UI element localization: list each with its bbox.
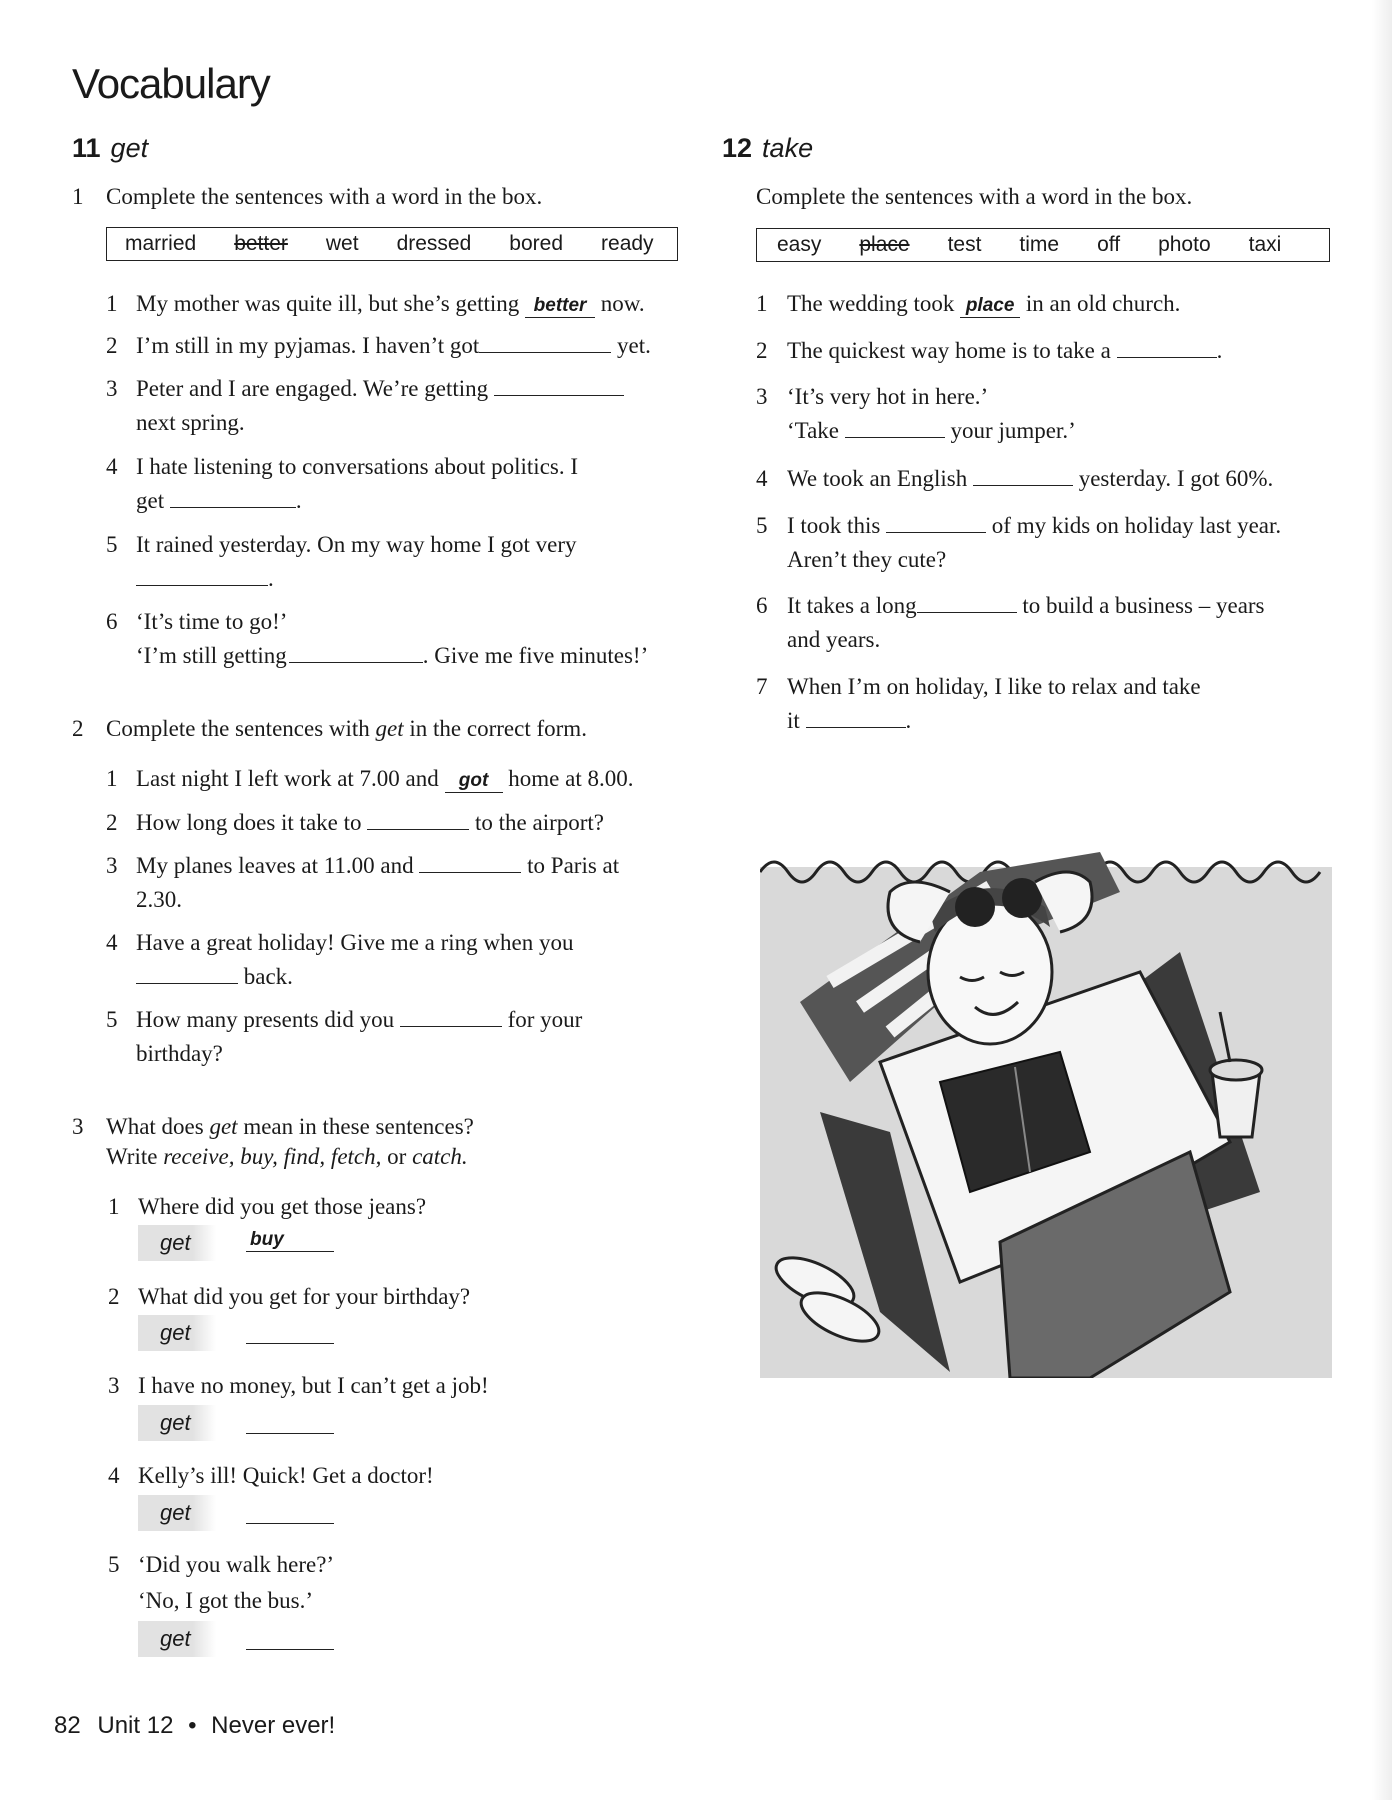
- answer-blank[interactable]: [170, 485, 296, 508]
- sec12-item-6: [787, 589, 1265, 623]
- instruction-text: What does: [106, 1114, 204, 1139]
- instruction-keyword: receive, buy, find, fetch,: [163, 1144, 382, 1169]
- item-text: The quickest way home is to take a: [787, 338, 1111, 363]
- item-text: to build a business – years: [1022, 593, 1265, 618]
- sec12-item-2: [787, 334, 1222, 368]
- answer-blank[interactable]: place: [960, 295, 1020, 318]
- item-text: What did you get for your birthday?: [138, 1284, 471, 1309]
- section-11-heading: [72, 133, 148, 164]
- item-text: My planes leaves at 11.00 and: [136, 853, 414, 878]
- item-number: 1: [108, 1194, 120, 1219]
- item-text: for your: [507, 1007, 583, 1032]
- section-12-number: 12: [722, 133, 753, 163]
- item-text: ‘I’m still getting: [136, 643, 287, 668]
- box-word: dressed: [396, 232, 472, 255]
- item-number: 2: [106, 333, 118, 358]
- answer-blank[interactable]: [1117, 335, 1217, 358]
- box-word: photo: [1158, 233, 1211, 256]
- instruction-text: Complete the sentences with: [106, 716, 370, 741]
- box-word: bored: [509, 232, 564, 255]
- section-12-heading: [722, 133, 813, 164]
- item-text: Peter and I are engaged. We’re getting: [136, 376, 489, 401]
- answer-blank[interactable]: [246, 1501, 334, 1524]
- instruction-text: or: [387, 1144, 407, 1169]
- item-text: How many presents did you: [136, 1007, 395, 1032]
- ex3-instruction-line2: [106, 1140, 468, 1174]
- item-number: 2: [756, 338, 768, 363]
- ex2-instruction: [106, 712, 587, 746]
- item-text: .: [1216, 338, 1223, 363]
- item-number: 2: [106, 810, 118, 835]
- item-number: 5: [108, 1552, 120, 1577]
- item-text: ‘Take: [787, 418, 840, 443]
- answer-blank[interactable]: [136, 563, 268, 586]
- item-text: yesterday. I got 60%.: [1078, 466, 1274, 491]
- item-text: My mother was quite ill, but she’s getting: [136, 291, 520, 316]
- ex3-instruction: [106, 1110, 474, 1144]
- item-number: 4: [106, 930, 118, 955]
- item-text: Kelly’s ill! Quick! Get a doctor!: [138, 1463, 434, 1488]
- item-number: 3: [106, 853, 118, 878]
- item-number: 3: [108, 1373, 120, 1398]
- item-number: 5: [756, 513, 768, 538]
- item-number: 1: [106, 766, 118, 791]
- instruction-keyword: get: [209, 1114, 238, 1139]
- beach-relaxing-illustration: [760, 812, 1332, 1378]
- page-footer: [54, 1712, 335, 1740]
- item-text: It rained yesterday. On my way home I got very: [136, 532, 577, 557]
- item-number: 7: [756, 674, 768, 699]
- box-word: off: [1097, 233, 1121, 256]
- get-tag: get: [138, 1225, 216, 1261]
- unit-title: Never ever!: [211, 1712, 336, 1739]
- ex1-instruction: Complete the sentences with a word in the box.: [106, 184, 543, 209]
- item-text: home at 8.00.: [508, 766, 634, 791]
- box-word: taxi: [1248, 233, 1282, 256]
- item-text: When I’m on holiday, I like to relax and take: [787, 674, 1201, 699]
- answer-blank[interactable]: [246, 1411, 334, 1434]
- instruction-keyword: catch.: [412, 1144, 468, 1169]
- item-text: I hate listening to conversations about politics. I: [136, 454, 579, 479]
- item-text: . Give me five minutes!’: [422, 643, 649, 668]
- item-text: I’m still in my pyjamas. I haven’t got: [136, 333, 480, 358]
- item-text: to the airport?: [475, 810, 605, 835]
- item-text: .: [905, 708, 912, 733]
- unit-label: Unit 12: [97, 1712, 174, 1739]
- page-edge-shadow: [1372, 0, 1392, 1800]
- ex1-item-3: [136, 372, 624, 406]
- ex2-item-3: [136, 849, 619, 883]
- box-word: test: [947, 233, 982, 256]
- item-text: your jumper.’: [950, 418, 1076, 443]
- answer-blank[interactable]: buy: [246, 1229, 334, 1252]
- get-tag: get: [138, 1495, 216, 1531]
- item-number: 6: [106, 609, 118, 634]
- ex2-item-4-line2: [136, 960, 293, 994]
- answer-blank[interactable]: [246, 1321, 334, 1344]
- item-number: 5: [106, 532, 118, 557]
- box-word-used: better: [234, 232, 288, 255]
- ex1-item-5-line2: [136, 562, 274, 596]
- item-text: to Paris at: [527, 853, 620, 878]
- answer-blank[interactable]: [246, 1627, 334, 1650]
- ex1-item-6-line2: [136, 639, 648, 673]
- answer-blank[interactable]: [479, 330, 611, 353]
- answer-blank[interactable]: [973, 463, 1073, 486]
- instruction-text: mean in these sentences?: [243, 1114, 474, 1139]
- ex2-item-5: [136, 1003, 582, 1037]
- item-number: 4: [106, 454, 118, 479]
- box-word: wet: [325, 232, 359, 255]
- item-text: Have a great holiday! Give me a ring when you: [136, 930, 574, 955]
- item-text: Aren’t they cute?: [787, 547, 947, 572]
- item-text: next spring.: [136, 410, 245, 435]
- sec12-item-1: [787, 287, 1180, 321]
- section-11-number: 11: [72, 133, 101, 163]
- item-text: ‘No, I got the bus.’: [138, 1588, 314, 1613]
- item-number: 4: [108, 1463, 120, 1488]
- answer-blank[interactable]: [289, 640, 423, 663]
- sec12-item-5: [787, 509, 1281, 543]
- ex1-item-4-line2: [136, 484, 302, 518]
- answer-blank[interactable]: [136, 961, 238, 984]
- ex3-number: 3: [72, 1114, 84, 1139]
- box-word: ready: [601, 232, 654, 255]
- answer-blank[interactable]: better: [525, 295, 595, 318]
- item-text: Where did you get those jeans?: [138, 1194, 427, 1219]
- item-text: yet.: [617, 333, 651, 358]
- answer-blank[interactable]: [845, 415, 945, 438]
- answer-blank[interactable]: [400, 1004, 502, 1027]
- item-text: The wedding took: [787, 291, 955, 316]
- answer-blank[interactable]: [419, 850, 521, 873]
- item-text: ‘It’s very hot in here.’: [787, 384, 989, 409]
- item-number: 1: [756, 291, 768, 316]
- answer-blank[interactable]: [886, 510, 986, 533]
- item-text: back.: [243, 964, 293, 989]
- ex1-item-2: [136, 329, 651, 363]
- get-tag: get: [138, 1621, 216, 1657]
- item-number: 4: [756, 466, 768, 491]
- item-text: I have no money, but I can’t get a job!: [138, 1373, 489, 1398]
- page-title: Vocabulary: [72, 60, 270, 107]
- item-text: It takes a long: [787, 593, 917, 618]
- sec12-word-box: [756, 228, 1330, 262]
- ex2-item-1: [136, 762, 633, 796]
- footer-bullet: •: [188, 1712, 197, 1739]
- item-text: .: [295, 488, 302, 513]
- item-number: 5: [106, 1007, 118, 1032]
- item-text: birthday?: [136, 1041, 223, 1066]
- item-text: in an old church.: [1025, 291, 1181, 316]
- item-number: 2: [108, 1284, 120, 1309]
- item-text: it: [787, 708, 800, 733]
- ex2-number: 2: [72, 716, 84, 741]
- box-word: married: [125, 232, 197, 255]
- answer-blank[interactable]: [917, 590, 1017, 613]
- item-text: ‘Did you walk here?’: [138, 1552, 335, 1577]
- sec12-item-4: [787, 462, 1273, 496]
- get-tag: get: [138, 1405, 216, 1441]
- item-text: Last night I left work at 7.00 and: [136, 766, 439, 791]
- box-word: time: [1019, 233, 1060, 256]
- instruction-text: Write: [106, 1144, 158, 1169]
- item-text: 2.30.: [136, 887, 182, 912]
- sec12-instruction: Complete the sentences with a word in the box.: [756, 184, 1193, 209]
- answer-blank[interactable]: [806, 705, 906, 728]
- ex1-number: 1: [72, 184, 84, 209]
- item-text: I took this: [787, 513, 881, 538]
- box-word-used: place: [859, 233, 910, 256]
- item-text: now.: [600, 291, 645, 316]
- item-text: .: [268, 566, 274, 591]
- item-number: 1: [106, 291, 118, 316]
- get-tag: get: [138, 1315, 216, 1351]
- answer-blank[interactable]: [494, 373, 624, 396]
- sec12-item-7-line2: [787, 704, 911, 738]
- answer-blank[interactable]: [367, 807, 469, 830]
- item-number: 3: [756, 384, 768, 409]
- item-text: of my kids on holiday last year.: [991, 513, 1282, 538]
- section-12-word: take: [762, 133, 814, 163]
- ex1-item-1: [136, 287, 645, 321]
- sec12-item-3-line2: [787, 414, 1076, 448]
- item-number: 3: [106, 376, 118, 401]
- ex1-word-box: [106, 227, 678, 261]
- instruction-text: in the correct form.: [409, 716, 587, 741]
- box-word: easy: [777, 233, 822, 256]
- item-text: How long does it take to: [136, 810, 362, 835]
- item-text: get: [136, 488, 165, 513]
- item-text: We took an English: [787, 466, 968, 491]
- item-text: and years.: [787, 627, 881, 652]
- instruction-keyword: get: [375, 716, 404, 741]
- answer-blank[interactable]: got: [445, 770, 503, 793]
- item-number: 6: [756, 593, 768, 618]
- ex2-item-2: [136, 806, 604, 840]
- page-number: 82: [54, 1712, 81, 1739]
- item-text: ‘It’s time to go!’: [136, 609, 288, 634]
- section-11-word: get: [110, 133, 149, 163]
